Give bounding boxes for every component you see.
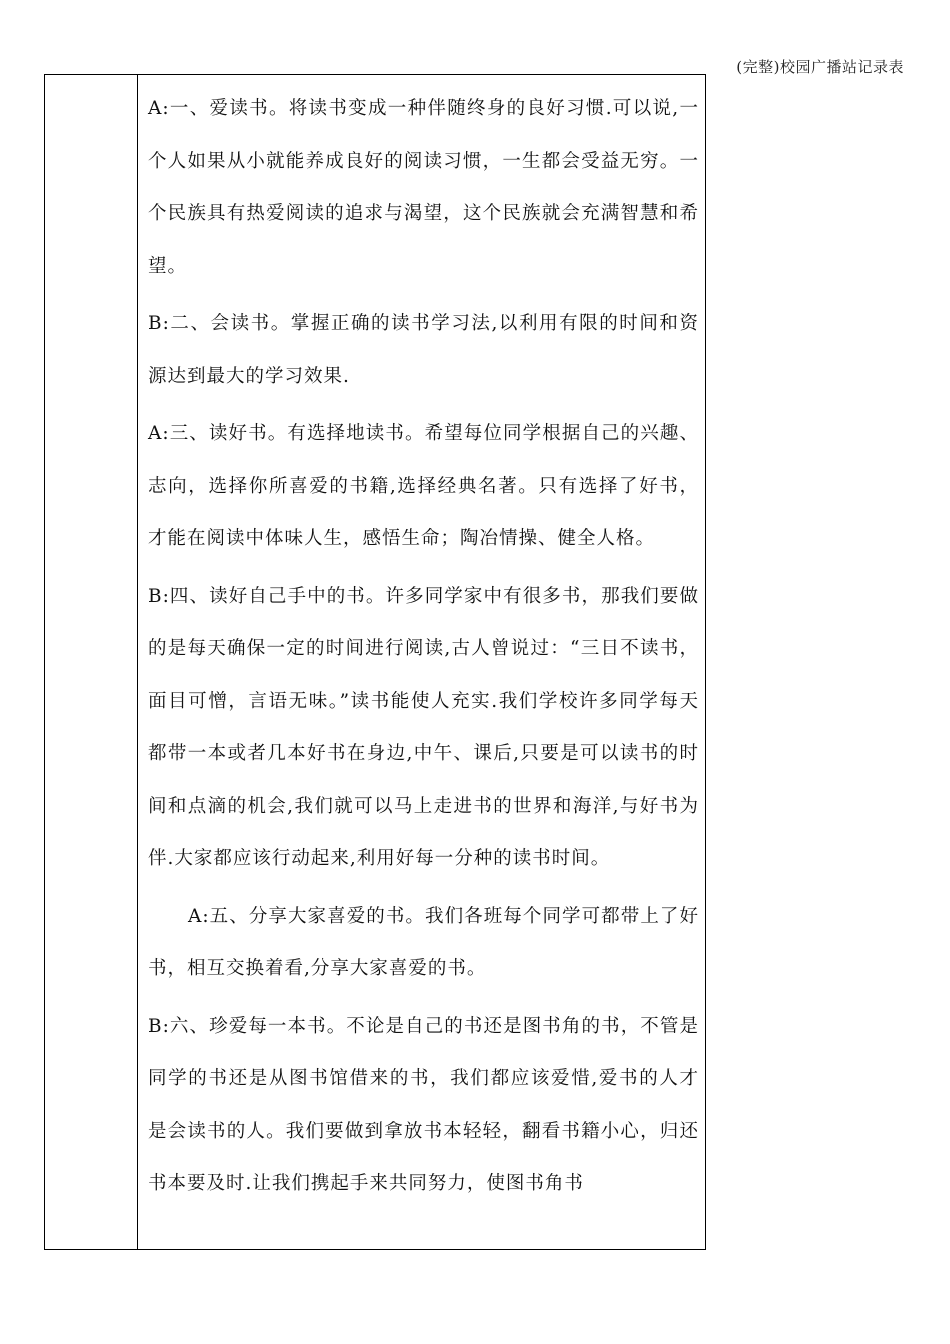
paragraph-share-books: A:五、分享大家喜爱的书。我们各班每个同学可都带上了好书，相互交换着看,分享大家喜爱的书。 [148, 905, 699, 979]
paragraph-love-reading: A:一、爱读书。将读书变成一种伴随终身的良好习惯.可以说,一个人如果从小就能养成良好的阅读习惯，一生都会受益无穷。一个民族具有热爱阅读的追求与渴望，这个民族就会充满智慧和希望。 [148, 98, 699, 277]
paragraph-read-own-books: B:四、读好自己手中的书。许多同学家中有很多书，那我们要做的是每天确保一定的时间进行阅读,古人曾说过：“三日不读书，面目可憎，言语无味。”读书能使人充实.我们学校许多同学每天都带一本或者几本好书在身边,中午、课后,只要是可以读书的时间和点滴的机会,我们就可以马上走进书的世界和海洋,与好书为伴.大家都应该行动起来,利用好每一分种的读书时间。 [148, 585, 699, 869]
label-cell [45, 75, 138, 1249]
record-table [44, 74, 706, 1250]
paragraph-read-good-books: A:三、读好书。有选择地读书。希望每位同学根据自己的兴趣、志向，选择你所喜爱的书籍,选择经典名著。只有选择了好书，才能在阅读中体味人生，感悟生命；陶冶情操、健全人格。 [148, 423, 699, 549]
paragraph-cherish-books: B:六、珍爱每一本书。不论是自己的书还是图书角的书，不管是同学的书还是从图书馆借来的书，我们都应该爱惜,爱书的人才是会读书的人。我们要做到拿放书本轻轻，翻看书籍小心，归还书本要及时.让我们携起手来共同努力，使图书角书 [148, 1015, 699, 1194]
content-cell [138, 75, 705, 1249]
paragraph-read-well: B:二、会读书。掌握正确的读书学习法,以利用有限的时间和资源达到最大的学习效果. [148, 313, 699, 387]
document-header: (完整)校园广播站记录表 [736, 58, 904, 76]
